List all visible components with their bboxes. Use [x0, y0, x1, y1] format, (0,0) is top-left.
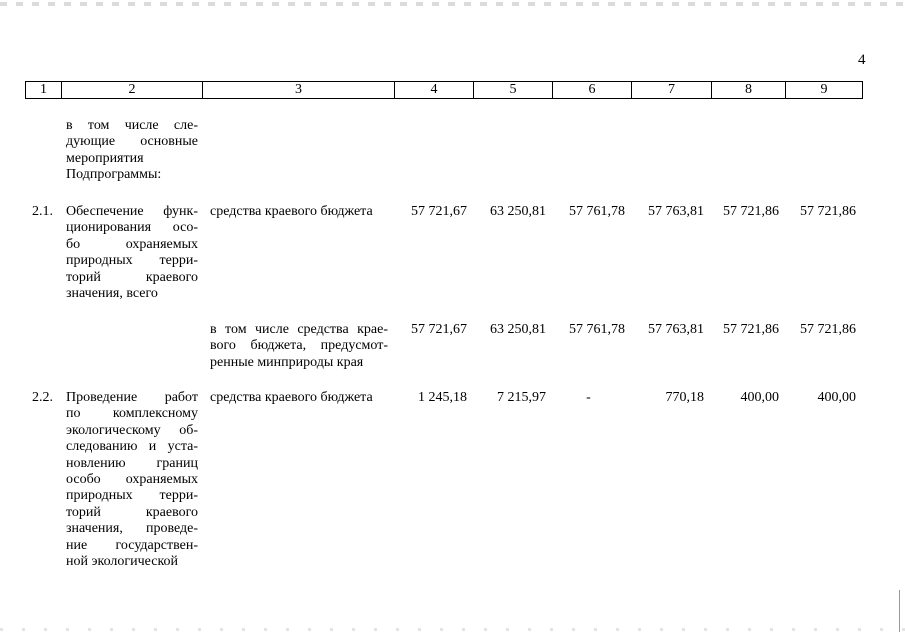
- row-name: [66, 204, 198, 302]
- intro-text: [66, 118, 198, 184]
- funding-source-line: ренные минприроды края: [210, 354, 364, 370]
- value-col-6: -: [586, 390, 591, 405]
- intro-line: мероприятия: [66, 150, 144, 166]
- row-name-line: природных терри-: [66, 488, 198, 504]
- value-col-6: 57 761,78: [569, 322, 625, 337]
- scan-noise-top: [0, 2, 905, 6]
- header-col-8: 8: [712, 82, 786, 99]
- intro-line: Подпрограммы:: [66, 167, 162, 183]
- value-col-7: 770,18: [665, 390, 704, 405]
- value-col-5: 7 215,97: [497, 390, 546, 405]
- row-name-line: особо охраняемых: [66, 472, 198, 488]
- page-number: 4: [858, 52, 866, 68]
- header-col-2: 2: [62, 82, 203, 99]
- intro-line: дующие основные: [66, 134, 198, 150]
- row-name-line: значения, всего: [66, 286, 158, 302]
- value-col-8: 57 721,86: [723, 322, 779, 337]
- value-col-8: 400,00: [740, 390, 779, 405]
- funding-source-line: средства краевого бюджета: [210, 390, 373, 405]
- funding-source-line: вого бюджета, предусмот-: [210, 338, 388, 354]
- header-col-1: 1: [26, 82, 62, 99]
- header-col-5: 5: [474, 82, 553, 99]
- header-col-6: 6: [553, 82, 632, 99]
- header-col-4: 4: [395, 82, 474, 99]
- value-col-8: 57 721,86: [723, 204, 779, 219]
- funding-source-line: в том числе средства крае-: [210, 322, 388, 337]
- row-name-line: значения, проведе-: [66, 521, 198, 537]
- row-name-line: торий краевого: [66, 504, 198, 520]
- value-col-9: 57 721,86: [800, 322, 856, 337]
- value-col-7: 57 763,81: [648, 204, 704, 219]
- row-name-line: бо охраняемых: [66, 236, 198, 252]
- column-number-header: [25, 81, 863, 99]
- row-name-line: торий краевого: [66, 269, 198, 285]
- value-col-5: 63 250,81: [490, 322, 546, 337]
- intro-line: в том числе сле-: [66, 118, 198, 133]
- header-col-7: 7: [632, 82, 712, 99]
- row-name-line: ние государствен-: [66, 537, 198, 553]
- row-number: 2.1.: [32, 204, 53, 219]
- value-col-9: 400,00: [817, 390, 856, 405]
- row-name-line: Обеспечение функ-: [66, 204, 198, 219]
- row-name-line: ционирования осо-: [66, 220, 198, 236]
- value-col-4: 1 245,18: [418, 390, 467, 405]
- header-col-3: 3: [203, 82, 395, 99]
- row-name-line: ной экологической: [66, 554, 179, 570]
- funding-source: [210, 322, 388, 371]
- row-name-line: экологическому об-: [66, 422, 198, 438]
- value-col-5: 63 250,81: [490, 204, 546, 219]
- value-col-7: 57 763,81: [648, 322, 704, 337]
- value-col-4: 57 721,67: [411, 204, 467, 219]
- row-name-line: Проведение работ: [66, 390, 198, 405]
- value-col-9: 57 721,86: [800, 204, 856, 219]
- row-number: 2.2.: [32, 390, 53, 405]
- funding-source: [210, 390, 392, 406]
- row-name-line: следованию и уста-: [66, 439, 198, 455]
- row-name: [66, 390, 198, 570]
- row-name-line: по комплексному: [66, 406, 198, 422]
- funding-source: [210, 204, 392, 220]
- scan-noise-bottom: [0, 628, 905, 631]
- funding-source-line: средства краевого бюджета: [210, 204, 373, 219]
- row-name-line: новлению границ: [66, 455, 198, 471]
- row-name-line: природных терри-: [66, 253, 198, 269]
- value-col-6: 57 761,78: [569, 204, 625, 219]
- scan-edge-mark: [899, 590, 900, 632]
- header-col-9: 9: [786, 82, 863, 99]
- value-col-4: 57 721,67: [411, 322, 467, 337]
